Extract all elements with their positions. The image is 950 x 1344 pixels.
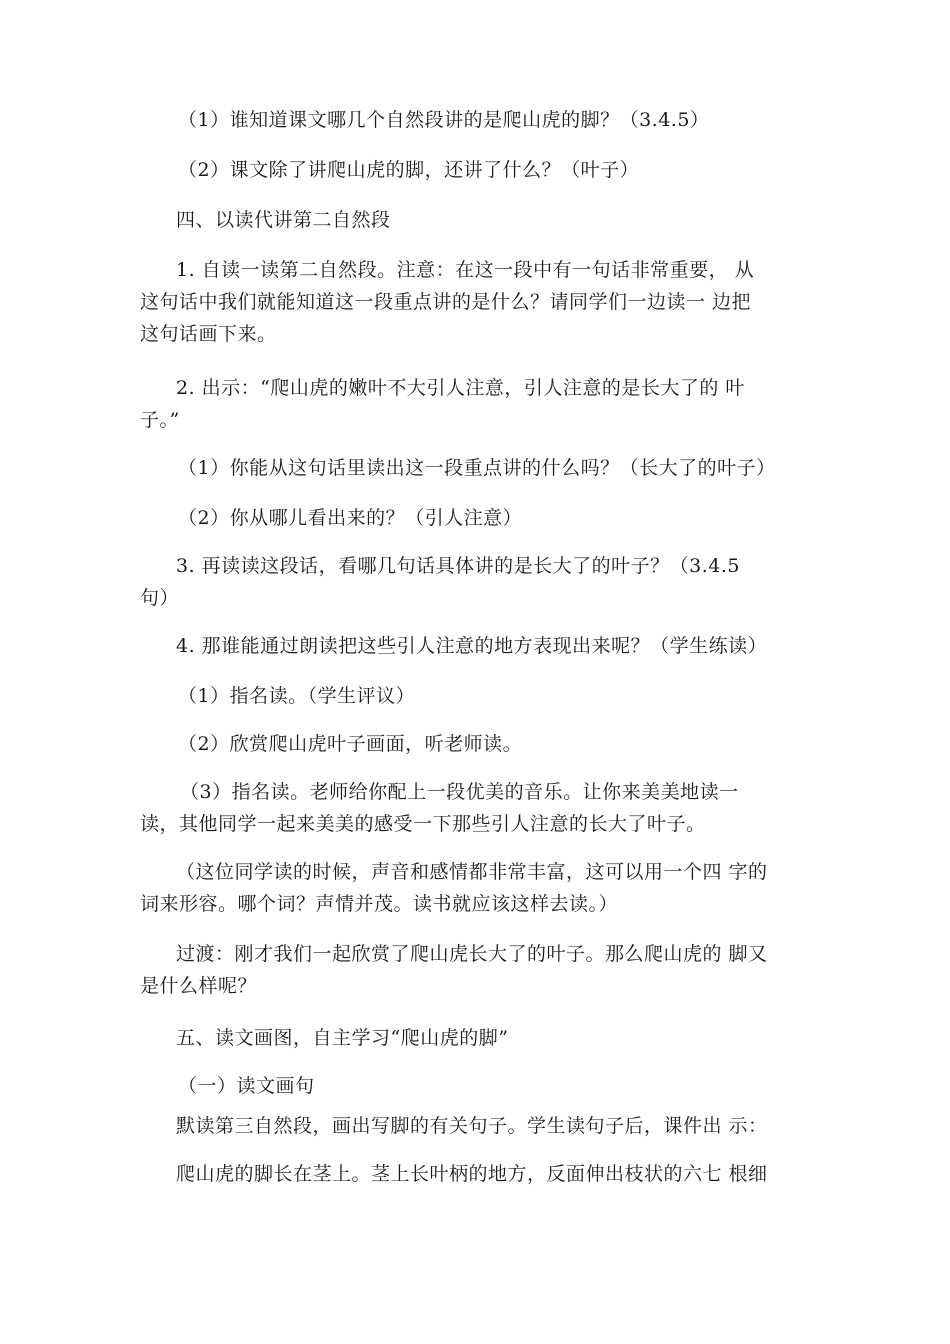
read-paragraph-3	[140, 1110, 830, 1142]
text-line: 3. 再读读这段话，看哪几句话具体讲的是长大了的叶子？（3.4.5	[176, 555, 741, 577]
step-1	[140, 254, 830, 350]
text-line: （2）你从哪儿看出来的？（引人注意）	[178, 507, 523, 529]
text-line: 五、读文画图，自主学习“爬山虎的脚”	[176, 1027, 509, 1049]
text-line: 四、以读代讲第二自然段	[176, 209, 391, 231]
teacher-note	[140, 856, 830, 920]
text-line: 爬山虎的脚长在茎上。茎上长叶柄的地方，反面伸出枝状的六七 根细	[176, 1163, 768, 1185]
step-4	[140, 630, 830, 662]
text-line: 这句话中我们就能知道这一段重点讲的是什么？请同学们一边读一 边把	[140, 291, 752, 313]
text-line: 是什么样呢？	[140, 975, 258, 997]
text-line: （一）读文画句	[178, 1075, 315, 1097]
step-4-sub-2	[178, 728, 830, 760]
text-line: 读，其他同学一起来美美的感受一下那些引人注意的长大了叶子。	[140, 813, 706, 835]
text-line: 子。”	[140, 409, 180, 431]
question-2	[178, 154, 830, 186]
step-2-sub-1	[178, 452, 830, 484]
text-line: 默读第三自然段，画出写脚的有关句子。学生读句子后，课件出 示：	[176, 1115, 768, 1137]
text-line: 2. 出示：“爬山虎的嫩叶不大引人注意，引人注意的是长大了的 叶	[176, 377, 745, 399]
step-4-sub-3	[140, 776, 830, 840]
question-1	[178, 104, 830, 136]
text-line: 词来形容。哪个词？声情并茂。读书就应该这样去读。）	[140, 893, 619, 915]
text-line: 1. 自读一读第二自然段。注意：在这一段中有一句话非常重要， 从	[176, 259, 755, 281]
text-line: （3）指名读。老师给你配上一段优美的音乐。让你来美美地读一	[180, 781, 739, 803]
step-3	[140, 550, 830, 614]
section-heading-4	[140, 204, 830, 236]
text-line: 过渡：刚才我们一起欣赏了爬山虎长大了的叶子。那么爬山虎的 脚又	[176, 943, 768, 965]
section-heading-5	[140, 1022, 830, 1054]
text-line: （1）指名读。（学生评议）	[178, 685, 416, 707]
step-2	[140, 372, 830, 436]
text-line: （这位同学读的时候，声音和感情都非常丰富，这可以用一个四 字的	[176, 861, 768, 883]
text-line: （1）谁知道课文哪几个自然段讲的是爬山虎的脚？（3.4.5）	[178, 109, 710, 131]
text-line: （2）课文除了讲爬山虎的脚，还讲了什么？（叶子）	[178, 159, 640, 181]
quote-text	[140, 1158, 830, 1190]
step-2-sub-2	[178, 502, 830, 534]
step-4-sub-1	[178, 680, 830, 712]
subsection-1	[178, 1070, 830, 1102]
text-line: （2）欣赏爬山虎叶子画面，听老师读。	[178, 733, 523, 755]
text-line: 句）	[140, 587, 180, 609]
transition	[140, 938, 830, 1002]
text-line: 这句话画下来。	[140, 323, 277, 345]
text-line: 4. 那谁能通过朗读把这些引人注意的地方表现出来呢？（学生练读）	[176, 635, 768, 657]
text-line: （1）你能从这句话里读出这一段重点讲的什么吗？（长大了的叶子）	[178, 457, 776, 479]
